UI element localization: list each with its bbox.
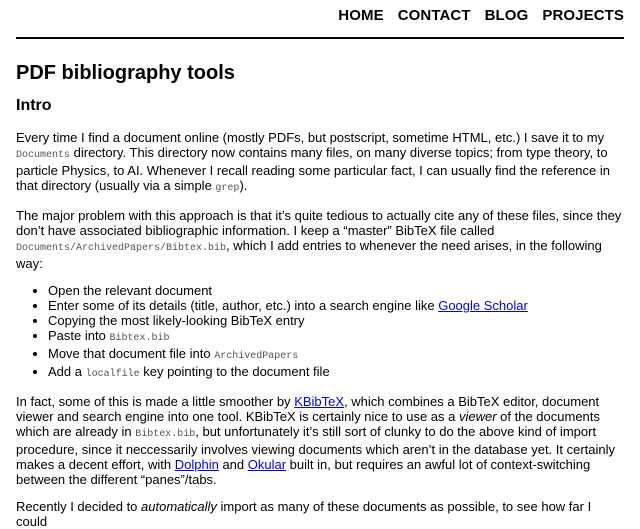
emphasis-viewer: viewer <box>458 409 497 424</box>
code-bibtex-bib: Bibtex.bib <box>135 429 196 440</box>
list-item <box>48 313 624 328</box>
code-bibtex-path: Documents/ArchivedPapers/Bibtex.bib <box>16 243 227 254</box>
code-grep: grep <box>215 183 240 194</box>
list-item-text: Paste into <box>48 328 110 343</box>
text: ). <box>239 178 248 193</box>
article <box>16 60 624 529</box>
code-localfile: localfile <box>85 369 140 380</box>
list-item-text: Open the relevant document <box>48 283 213 298</box>
text: , but unfortunately it’s still sort of clunky to do the above kind of import procedure, since it neccessarily involves viewing documents which aren’t in the database yet. It certainly makes a decent effort, with <box>16 424 616 472</box>
code-archivedpapers: ArchivedPapers <box>214 351 299 362</box>
google-scholar-link[interactable]: Google Scholar <box>438 298 528 313</box>
paragraph-1 <box>16 130 624 196</box>
text: of the documents which are already in <box>16 409 600 439</box>
top-nav <box>338 7 624 24</box>
page-title: PDF bibliography tools <box>16 62 235 84</box>
emphasis-automatically: automatically <box>141 499 217 514</box>
nav-projects-link[interactable]: PROJECTS <box>542 7 624 24</box>
nav-contact-link[interactable]: CONTACT <box>397 7 471 24</box>
text: , which I add entries to whenever the need arises, in the following way: <box>16 238 602 271</box>
text: Every time I find a document online (mostly PDFs, but postscript, sometime HTML, etc.) I save it to my <box>16 130 605 145</box>
text: , which combines a BibTeX editor, document viewer and search engine into one tool. KBibTeX is certainly nice to use as a <box>16 394 600 424</box>
code-bibtex-bib: Bibtex.bib <box>109 333 170 344</box>
kbibtex-link[interactable]: KBibTeX <box>294 394 345 409</box>
text: In fact, some of this is made a little smoother by <box>16 394 295 409</box>
list-item <box>48 346 624 364</box>
header-divider <box>16 37 624 39</box>
text: built in, but requires an awful lot of context-switching between the different “panes”/tabs. <box>16 457 591 487</box>
text: import as many of these documents as possible, to see how far I could <box>16 499 592 529</box>
list-item-text: Copying the most likely-looking BibTeX entry <box>48 313 305 328</box>
list-item-text: key pointing to the document file <box>139 364 330 379</box>
section-heading-intro: Intro <box>16 97 52 114</box>
list-item-text: Move that document file into <box>48 346 215 361</box>
steps-list <box>16 283 624 382</box>
code-documents: Documents <box>16 150 71 161</box>
okular-link[interactable]: Okular <box>247 457 287 472</box>
text: directory. This directory now contains many files, on many diverse topics; from type theory, to particle Physics, to AI. Whenever I recall reading some particular fact, I can usually find the reference in that directory (usually via a simple <box>16 145 610 193</box>
text: and <box>218 457 248 472</box>
text: Recently I decided to <box>16 499 142 514</box>
paragraph-4 <box>16 499 624 529</box>
text: The major problem with this approach is that it’s quite tedious to actually cite any of these files, since they don’t have associated bibliographic information. I keep a “master” BibTeX file called <box>16 208 622 238</box>
dolphin-link[interactable]: Dolphin <box>174 457 219 472</box>
list-item <box>48 364 624 382</box>
list-item-text: Add a <box>48 364 86 379</box>
nav-home-link[interactable]: HOME <box>338 7 384 24</box>
list-item <box>48 298 624 313</box>
nav-blog-link[interactable]: BLOG <box>484 7 529 24</box>
list-item <box>48 328 624 346</box>
list-item-text: Enter some of its details (title, author, etc.) into a search engine like <box>48 298 439 313</box>
paragraph-2 <box>16 208 624 271</box>
paragraph-3 <box>16 394 624 487</box>
list-item <box>48 283 624 298</box>
